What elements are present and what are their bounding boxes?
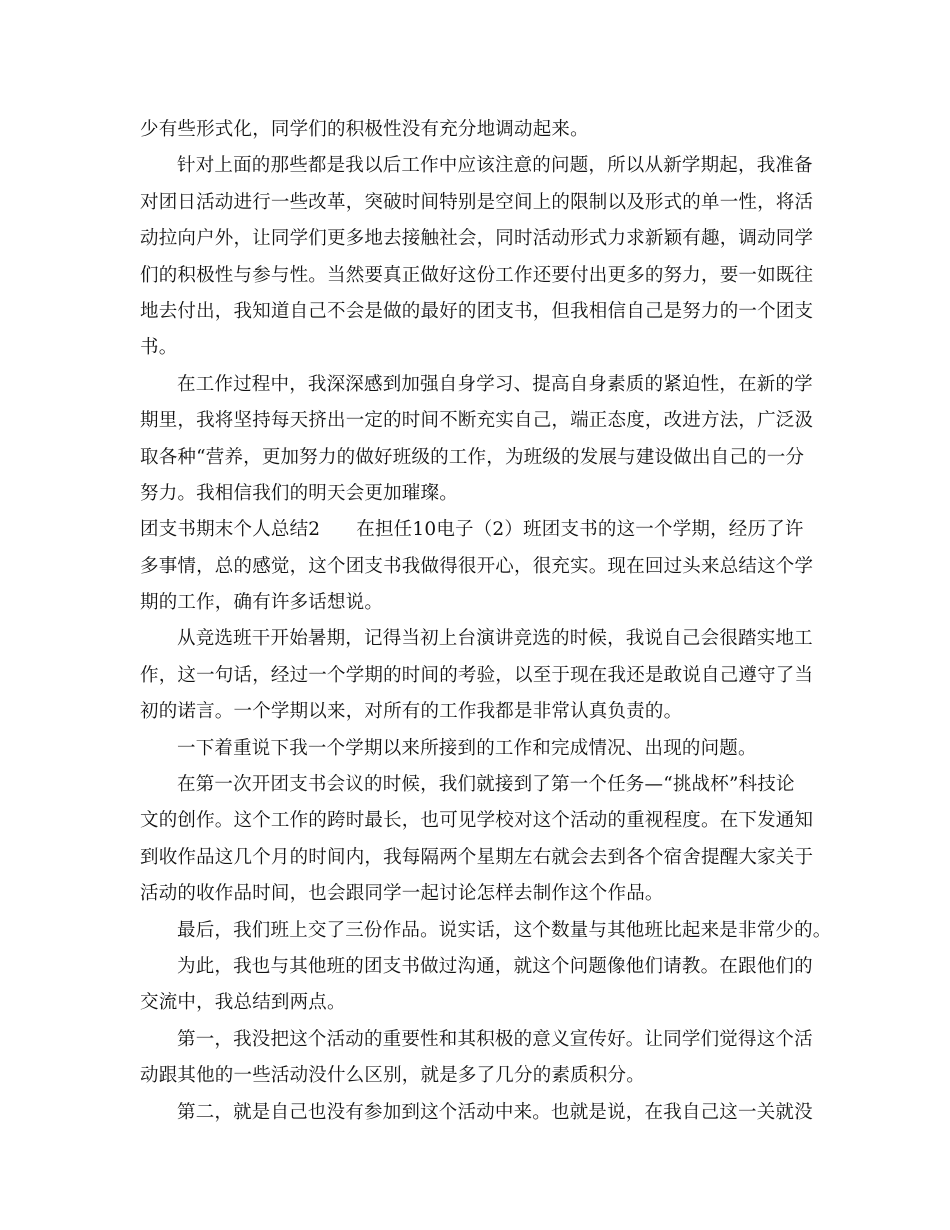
text-line: 初的诺言。一个学期以来，对所有的工作我都是非常认真负责的。 — [140, 701, 683, 723]
text-line: 动拉向户外，让同学们更多地去接触社会，同时活动形式力求新颖有趣，调动同学 — [140, 228, 814, 250]
text-line: 取各种“营养，更加努力的做好班级的工作，为班级的发展与建设做出自己的一分 — [140, 446, 805, 468]
text-line: 为此，我也与其他班的团支书做过沟通，就这个问题像他们请教。在跟他们的 — [177, 955, 813, 977]
text-line: 在第一次开团支书会议的时候，我们就接到了第一个任务—“挑战杯”科技论 — [177, 774, 795, 796]
text-line: 交流中，我总结到两点。 — [140, 992, 346, 1014]
section-heading-line — [140, 512, 820, 548]
text-line: 最后，我们班上交了三份作品。说实话，这个数量与其他班比起来是非常少的。 — [177, 919, 832, 941]
text-line: 从竞选班干开始暑期，记得当初上台演讲竞选的时候，我说自己会很踏实地工 — [177, 628, 813, 650]
text-line: 文的创作。这个工作的跨时最长，也可见学校对这个活动的重视程度。在下发通知 — [140, 810, 814, 832]
text-line: 一下着重说下我一个学期以来所接到的工作和完成情况、出现的问题。 — [177, 737, 757, 759]
text-line: 书。 — [140, 337, 178, 359]
text-line: 动跟其他的一些活动没什么区别，就是多了几分的素质积分。 — [140, 1065, 645, 1087]
text-line: 期里，我将坚持每天挤出一定的时间不断充实自己，端正态度，改进方法，广泛汲 — [140, 410, 814, 432]
text-line: 第一，我没把这个活动的重要性和其积极的意义宣传好。让同学们觉得这个活 — [177, 1028, 813, 1050]
text-line: 对团日活动进行一些改革，突破时间特别是空间上的限制以及形式的单一性，将活 — [140, 191, 814, 213]
text-line: 针对上面的那些都是我以后工作中应该注意的问题，所以从新学期起，我准备 — [177, 155, 813, 177]
text-line: 第二，就是自己也没有参加到这个活动中来。也就是说，在我自己这一关就没 — [177, 1101, 813, 1123]
text-line: 努力。我相信我们的明天会更加璀璨。 — [140, 482, 458, 504]
document-body — [140, 112, 832, 1131]
text-line: 期的工作，确有许多话想说。 — [140, 592, 384, 614]
text-line: 少有些形式化，同学们的积极性没有充分地调动起来。 — [140, 119, 589, 140]
text-line: 多事情，总的感觉，这个团支书我做得很开心，很充实。现在回过头来总结这个学 — [140, 555, 814, 577]
text-line: 活动的收作品时间，也会跟同学一起讨论怎样去制作这个作品。 — [140, 883, 664, 905]
text-line: 在工作过程中，我深深感到加强自身学习、提高自身素质的紧迫性，在新的学 — [177, 373, 813, 395]
text-line: 到收作品这几个月的时间内，我每隔两个星期左右就会去到各个宿舍提醒大家关于 — [140, 846, 814, 868]
text-line: 作，这一句话，经过一个学期的时间的考验，以至于现在我还是敢说自己遵守了当 — [140, 664, 814, 686]
section-heading: 团支书期末个人总结2 — [140, 519, 321, 541]
text-line: 地去付出，我知道自己不会是做的最好的团支书，但我相信自己是努力的一个团支 — [140, 300, 814, 322]
text-line: 们的积极性与参与性。当然要真正做好这份工作还要付出更多的努力，要一如既往 — [140, 264, 814, 286]
text-span: 在担任10电子（2）班团支书的这一个学期，经历了许 — [356, 519, 804, 541]
